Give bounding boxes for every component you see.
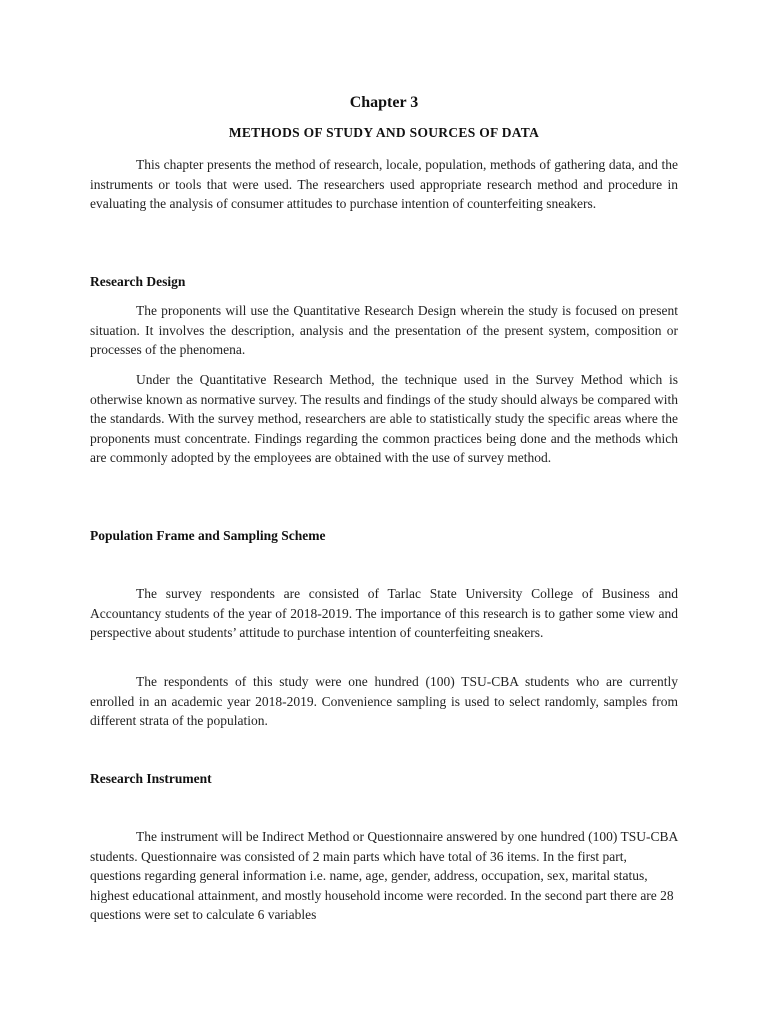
chapter-title: Chapter 3 [349, 94, 419, 111]
instrument-paragraph-1: The instrument will be Indirect Method or Questionnaire answered by one hundred (100) TSU-CBA students. Questionnaire was consisted of 2 main parts which have total of 36 items. In the first part, questions regarding general information i.e. name, age, gender, address, occupation, sex, marital status, highest educational attainment, and mostly household income were recorded. In the second part there are 28 questions were set to calculate 6 variables [90, 829, 678, 923]
instrument-heading: Research Instrument [90, 771, 212, 786]
population-heading: Population Frame and Sampling Scheme [90, 528, 326, 543]
intro-paragraph: This chapter presents the method of research, locale, population, methods of gathering data, and the instruments or tools that were used. The researchers used appropriate research method and procedure in evaluating the analysis of consumer attitudes to purchase intention of counterfeiting sneakers. [90, 157, 678, 212]
research-design-paragraph-1: The proponents will use the Quantitative Research Design wherein the study is focused on present situation. It involves the description, analysis and the presentation of the present system, composition or processes of the phenomena. [90, 303, 678, 358]
population-paragraph-1: The survey respondents are consisted of Tarlac State University College of Business and Accountancy students of the year of 2018-2019. The importance of this research is to gather some view and perspective about students’ attitude to purchase intention of counterfeiting sneakers. [90, 586, 678, 641]
research-design-heading: Research Design [90, 274, 186, 289]
population-paragraph-2: The respondents of this study were one hundred (100) TSU-CBA students who are currently enrolled in an academic year 2018-2019. Convenience sampling is used to select randomly, samples from different strata of the population. [90, 674, 678, 729]
research-design-paragraph-2: Under the Quantitative Research Method, the technique used in the Survey Method which is otherwise known as normative survey. The results and findings of the study should always be compared with the standards. With the survey method, researchers are able to statistically study the specific areas where the proponents must concentrate. Findings regarding the common practices being done and the methods which are commonly adopted by the employees are obtained with the use of survey method. [90, 372, 678, 466]
chapter-subtitle: METHODS OF STUDY AND SOURCES OF DATA [228, 125, 540, 140]
